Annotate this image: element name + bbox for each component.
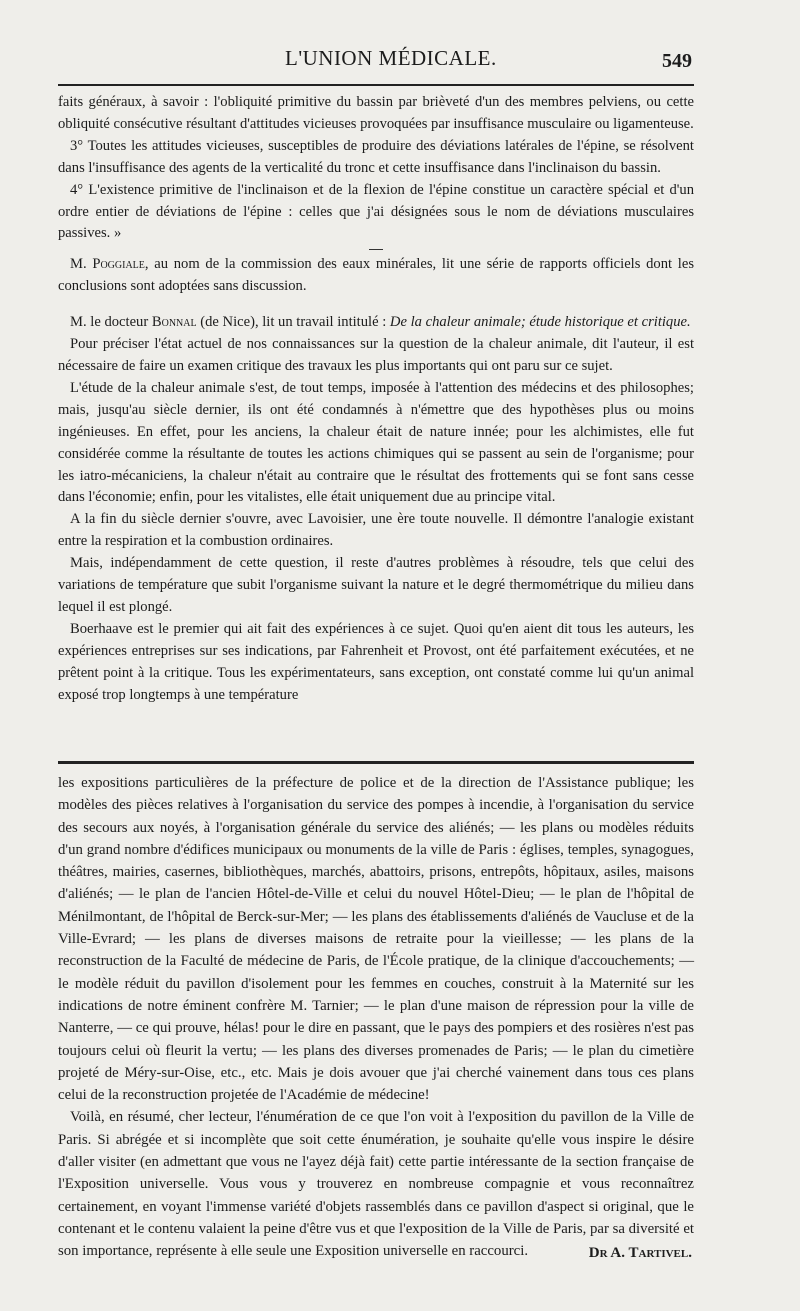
running-title: L'UNION MÉDICALE.	[285, 46, 497, 70]
paragraph-text: L'étude de la chaleur animale s'est, de tout temps, imposée à l'attention des médecins et des philosophes; mais, jusqu'au siècle dernier, ils ont été condamnés à n'émettre que des hypothèses plus ou moins ingénieuses. En effet, pour les anciens, la chaleur était de nature innée; pour les alchimistes, elle fut considérée comme la résultante de toutes les actions chimiques qui se passent au sein de l'organisme; pour les iatro-mécaniciens, la chaleur n'était au contraire que le résultat des frottements qui se font sans cesse dans l'économie; enfin, pour les vitalistes, elle était uniquement due au principe vital.	[58, 379, 694, 506]
upper-article	[58, 92, 694, 706]
paragraph-lead: M. le docteur	[70, 314, 152, 331]
paragraph-text: au nom de la commission des eaux minérales, lit une série de rapports officiels dont les conclusions sont adoptées sans discussion.	[58, 256, 694, 295]
paragraph-obliquity: faits généraux, à savoir : l'obliquité primitive du bassin par brièveté d'un des membres pelviens, ou cette obliquité consécutive résultant d'attitudes vicieuses provoquées par insuffisance musculaire ou ligamenteuse.	[58, 94, 694, 132]
paragraph-text: A la fin du siècle dernier s'ouvre, avec Lavoisier, une ère toute nouvelle. Il démontre l'analogie existant entre la respiration et la combustion ordinaires.	[58, 511, 694, 550]
section-separator	[369, 249, 383, 250]
paragraph-point-4: 4° L'existence primitive de l'inclinaison et de la flexion de l'épine constitue un caractère spécial et d'un ordre entier de déviations de l'épine : celles que j'ai désignées sous le nom de déviations musculaires passives. »	[58, 181, 694, 242]
author-signature: Dr A. Tartivel.	[588, 1245, 692, 1261]
speaker-name: Bonnal	[151, 314, 197, 331]
page-number: 549	[662, 50, 692, 72]
paragraph-text: (de Nice), lit un travail intitulé :	[196, 314, 390, 331]
spacer	[58, 298, 694, 312]
paragraph-point-3: 3° Toutes les attitudes vicieuses, susceptibles de produire des déviations latérales de l'épine, se résolvent dans l'insuffisance des agents de la verticalité du tronc et cette insuffisance dans l'inclinaison du bassin.	[58, 137, 694, 176]
page-header	[50, 46, 692, 80]
paragraph-text: Pour préciser l'état actuel de nos connaissances sur la question de la chaleur animale, dit l'auteur, il est nécessaire de faire un examen critique des travaux les plus importants qui ont paru sur ce sujet.	[58, 336, 694, 374]
header-rule	[58, 84, 694, 86]
speaker-name: M. Poggiale,	[70, 256, 149, 273]
paragraph-bonnal	[58, 312, 694, 334]
paragraph-text: Voilà, en résumé, cher lecteur, l'énumération de ce que l'on voit à l'exposition du pavillon de la Ville de Paris. Si abrégée et si incomplète que soit cette énumération, je souhaite qu'elle vous inspire le désire d'aller visiter (en admettant que vous ne l'ayez déjà fait) cette partie intéressante de la section française de l'Exposition universelle. Vous vous y trouverez en nombreuse compagnie et vous reconnaîtrez certainement, en voyant l'immense variété d'objets rassemblés dans ce pavillon d'aspect si original, que le contenant et le contenu valaient la peine d'être vus et que l'exposition de la Ville de Paris, par sa diversité et son importance, représente à elle seule une Exposition universelle en raccourci.	[58, 1109, 694, 1260]
paragraph-text: Boerhaave est le premier qui ait fait des expériences à ce sujet. Quoi qu'en aient dit tous les auteurs, les expériences entreprises sur ses indications, par Fahrenheit et Provost, ont été parfaitement exécutées, et ne prêtent point à la critique. Tous les expérimentateurs, sans exception, ont constaté comme lui qu'un animal exposé trop longtemps à une température	[58, 620, 694, 703]
work-title: De la chaleur animale; étude historique et critique.	[389, 314, 691, 331]
feuilleton-rule	[58, 761, 694, 764]
paragraph-poggiale	[58, 254, 694, 298]
paragraph-text: Mais, indépendamment de cette question, il reste d'autres problèmes à résoudre, tels que celui des variations de température que subit l'organisme suivant la nature et le degré thermométrique du milieu dans lequel il est plongé.	[58, 555, 694, 615]
paragraph-text: les expositions particulières de la préfecture de police et de la direction de l'Assistance publique; les modèles des pièces relatives à l'organisation du service des pompes à incendie, à l'organisation du service des secours aux noyés, à l'organisation générale du service des aliénés; — les plans ou modèles réduits d'un grand nombre d'édifices municipaux ou monuments de la ville de Paris : églises, temples, synagogues, théâtres, mairies, casernes, bibliothèques, marchés, abattoirs, prisons, entrepôts, hôpitaux, asiles, maisons d'aliénés; — le plan de l'ancien Hôtel-de-Ville et celui du nouvel Hôtel-Dieu; — le plan de l'hôpital de Ménilmontant, de l'hôpital de Berck-sur-Mer; — les plans des établissements d'aliénés de Vaucluse et de la Ville-Evrard; — les plans de diverses maisons de retraite pour la vieillesse; — les plans de la reconstruction de la Faculté de médecine de Paris, de l'École pratique, de la clinique d'accouchements; — le modèle réduit du pavillon d'isolement pour les femmes en couches, construit à la Maternité sur les indications de notre éminent confrère M. Tarnier; — le plan d'une maison de répression pour la ville de Nanterre, — ce qui prouve, hélas! pour le dire en passant, que le pays des pompiers et des rosières n'est pas toujours celui où fleurit la vertu; — les plans des diverses promenades de Paris; — le plan du cimetière projeté de Méry-sur-Oise, etc., etc. Mais je dois avouer que j'ai cherché vainement dans tous ces plans celui de la reconstruction projetée de l'Académie de médecine!	[58, 775, 694, 1104]
feuilleton-article	[58, 772, 694, 1263]
